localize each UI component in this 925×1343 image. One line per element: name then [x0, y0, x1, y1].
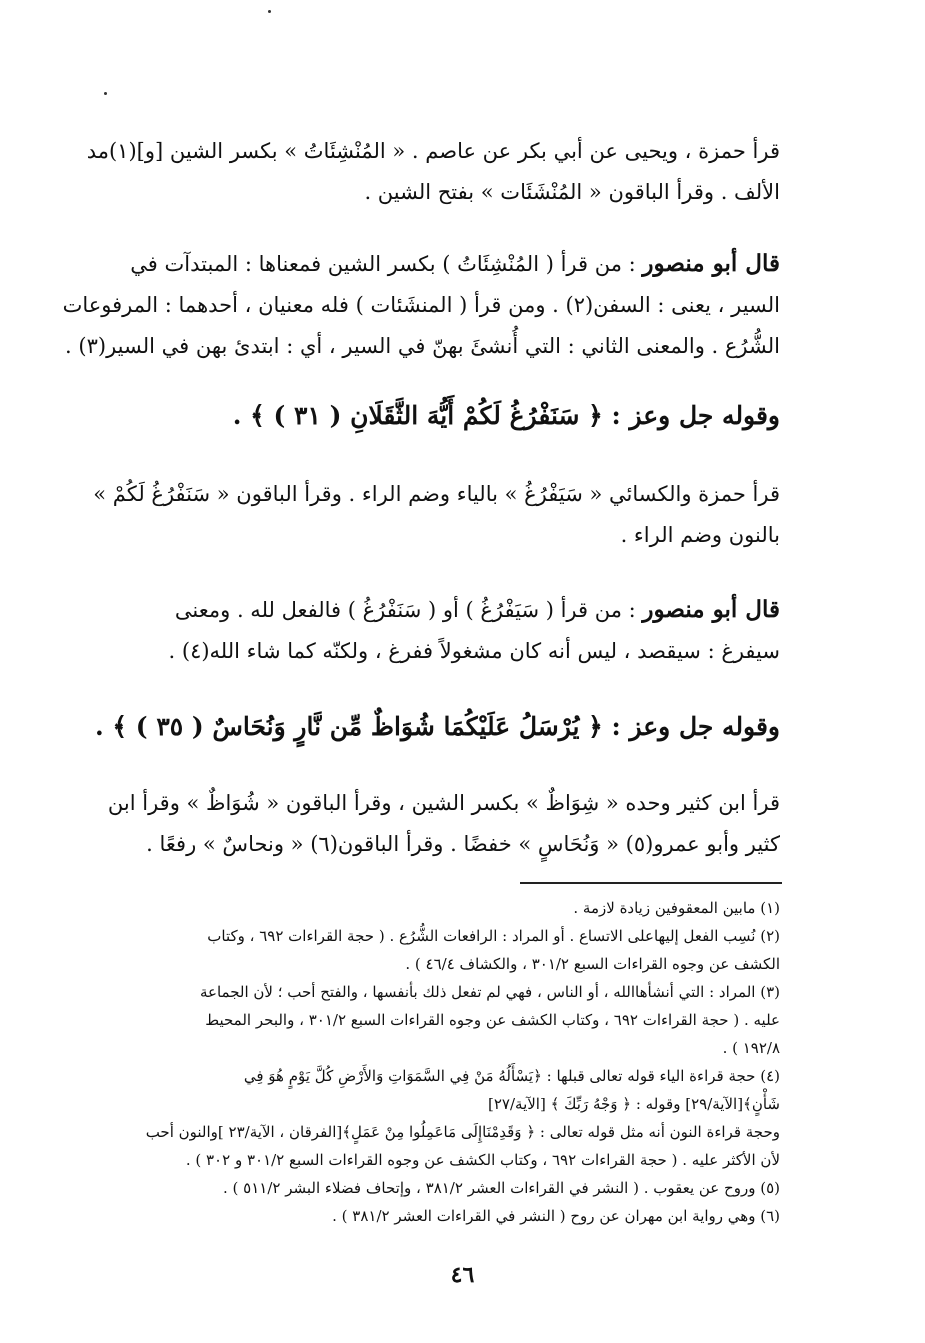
paragraph-line: قال أبو منصور : من قرأ ( المُنْشِئَاتُ ) بكسر الشين فمعناها : المبتدآت في	[130, 250, 780, 277]
paragraph-5	[80, 783, 780, 865]
paragraph-4	[80, 589, 780, 672]
footnote-separator	[520, 882, 782, 884]
paragraph-line: قال أبو منصور : من قرأ ( سَيَفْرُغُ ) أو ( سَنَفْرُغُ ) فالفعل لله . ومعنى	[174, 596, 780, 623]
paragraph-line: الألف . وقرأ الباقون « المُنْشَئَات » بفتح الشين .	[364, 180, 780, 204]
paragraph-line: سيفرغ : سيقصد ، ليس أنه كان مشغولاً ففرغ ، ولكنّه كما شاء الله(٤) .	[168, 639, 780, 663]
footnote-line: (٥) وروح عن يعقوب . ( النشر في القراءات العشر ٣٨١/٢ ، وإتحاف فضلاء البشر ٥١١/٢ ) .	[223, 1179, 780, 1197]
footnote-line: (٤) حجة قراءة الياء قوله تعالى قبلها : ﴿يَسْأَلُهُ مَنْ فِي السَّمَوَاتِ وَالأَرْضِ كُلَّ يَوْمٍ هُوَ فِي	[243, 1067, 780, 1085]
verse-heading-2: وقوله جل وعز : ﴿ يُرْسَلُ عَلَيْكُمَا شُوَاظٌ مِّن نَّارٍ وَنُحَاسٌ ( ٣٥ ) ﴾ .	[95, 712, 780, 741]
footnote-line: لأن الأكثر عليه . ( حجة القراءات ٦٩٢ ، وكتاب الكشف عن وجوه القراءات السبع ٣٠١/٢ و ٣٠٢ ) .	[185, 1151, 780, 1169]
footnote-line: وحجة قراءة النون أنه مثل قوله تعالى : ﴿ وَقَدِمْنَاإِلَى مَاعَمِلُوا مِنْ عَمَلٍ﴾[الفرقان ، الآية/٢٣ ]والنون أحب	[145, 1123, 780, 1141]
paragraph-line: الشُّرُع . والمعنى الثاني : التي أُنشئَ بهنّ في السير ، أي : ابتدئ بهن في السير(٣) .	[65, 334, 780, 358]
verse-heading-1: وقوله جل وعز : ﴿ سَنَفْرُغُ لَكُمْ أَيُّهَ الثَّقَلَانِ ( ٣١ ) ﴾ .	[232, 401, 780, 430]
footnote-line: شَأْنٍ﴾[الآية/٢٩] وقوله : ﴿ وَجْهُ رَبِّكَ ﴾ [الآية/٢٧]	[487, 1095, 780, 1113]
scan-speck	[268, 10, 271, 13]
paragraph-line: قرأ حمزة ، ويحيى عن أبي بكر عن عاصم . « المُنْشِئَاتُ » بكسر الشين [و](١)مد	[86, 139, 780, 163]
paragraph-line: السير ، يعنى : السفن(٢) . ومن قرأ ( المنشَئات ) فله معنيان ، أحدهما : المرفوعات	[62, 293, 780, 317]
paragraph-1	[80, 131, 780, 213]
paragraph-line: كثير وأبو عمرو(٥) « وَنُحَاسٍ » خفضًا . وقرأ الباقون(٦) « ونحاسٌ » رفعًا .	[146, 832, 780, 856]
author-lead: قال أبو منصور	[642, 596, 780, 623]
footnote-line: (٢) نُسِب الفعل إليهاعلى الاتساع . أو المراد : الرافعات الشُّرُع . ( حجة القراءات ٦٩٢ ، وكتاب	[207, 927, 780, 945]
footnotes	[80, 894, 780, 1230]
paragraph-3	[80, 474, 780, 556]
footnote-line: (٦) وهي رواية ابن مهران عن روح ( النشر في القراءات العشر ٣٨١/٢ ) .	[332, 1207, 780, 1225]
footnote-line: (١) مابين المعقوفين زيادة لازمة .	[573, 899, 780, 917]
paragraph-line: قرأ حمزة والكسائي « سَيَفْرُغُ » بالياء وضم الراء . وقرأ الباقون « سَنَفْرُغُ لَكُمْ »	[93, 482, 780, 506]
footnote-line: ١٩٢/٨ ) .	[722, 1039, 780, 1057]
footnote-line: (٣) المراد : التي أنشأهاالله ، أو الناس ، فهي لم تفعل ذلك بأنفسها ، والفتح أحب ؛ لأن الجماعة	[199, 983, 780, 1001]
page-number: ٤٦	[450, 1262, 475, 1288]
paragraph-line: قرأ ابن كثير وحده « شِوَاظٌ » بكسر الشين ، وقرأ الباقون « شُوَاظٌ » وقرأ ابن	[107, 791, 780, 815]
paragraph-line: بالنون وضم الراء .	[620, 523, 780, 547]
footnote-line: عليه . ( حجة القراءات ٦٩٢ ، وكتاب الكشف عن وجوه القراءات السبع ٣٠١/٢ ، والبحر المحيط	[205, 1011, 780, 1029]
scan-speck	[104, 92, 107, 95]
paragraph-2	[62, 243, 780, 367]
footnote-line: الكشف عن وجوه القراءات السبع ٣٠١/٢ ، والكشاف ٤٦/٤ ) .	[405, 955, 780, 973]
author-lead: قال أبو منصور	[642, 250, 780, 277]
